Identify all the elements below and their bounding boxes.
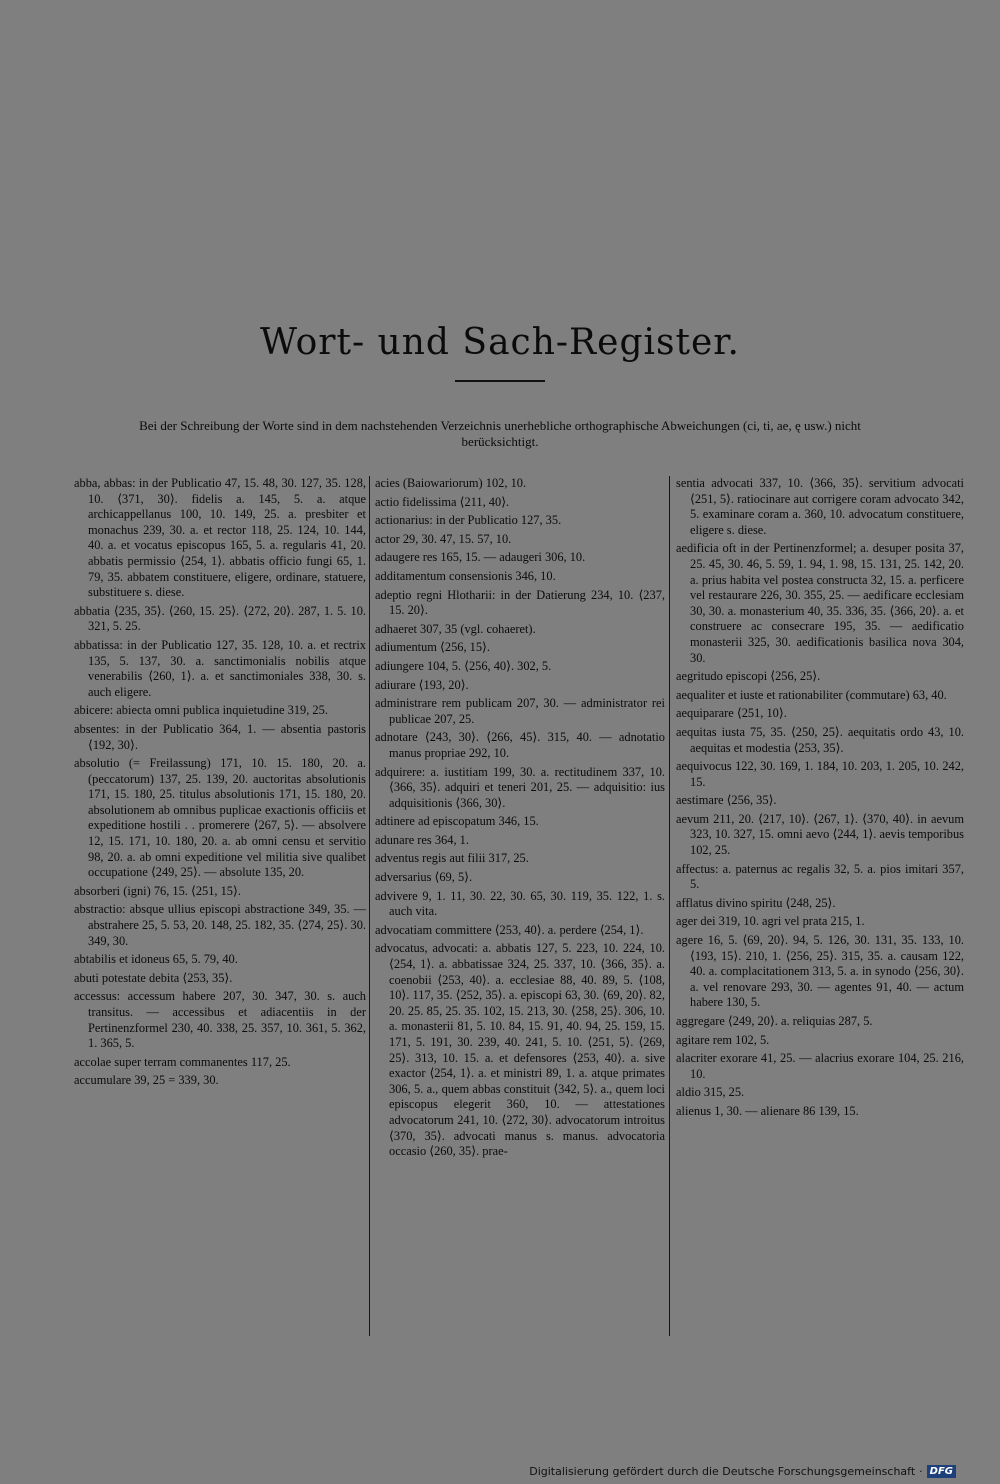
index-entry: accessus: accessum habere 207, 30. 347, 30. s. auch transitus. — accessibus et adiacentiis in der Pertinenzformel 230, 40. 338, 25. 357, 10. 361, 5. 362, 1. 365, 5. (74, 989, 366, 1051)
index-entry: adiungere 104, 5. ⟨256, 40⟩. 302, 5. (375, 658, 552, 673)
index-entry: abbatissa: in der Publicatio 127, 35. 128, 10. a. et rectrix 135, 5. 137, 30. a. sanctimonialis nobilis atque venerabilis ⟨260, 1⟩. a. et sanctimoniales 338, 30. s. auch eligere. (74, 637, 366, 699)
index-entry: adnotare ⟨243, 30⟩. ⟨266, 45⟩. 315, 40. — adnotatio manus propriae 292, 10. (375, 730, 665, 760)
index-column-3 (676, 476, 964, 1123)
editorial-note: Bei der Schreibung der Worte sind in dem nachstehenden Verzeichnis unerhebliche orthographische Abweichungen (ci, ti, ae, ę usw.) nicht berücksichtigt. (139, 418, 861, 449)
index-entry: acies (Baiowariorum) 102, 10. (375, 476, 527, 490)
dfg-logo: DFG (927, 1465, 956, 1478)
index-entry: adtinere ad episcopatum 346, 15. (375, 814, 539, 829)
index-entry: agitare rem 102, 5. (676, 1032, 770, 1047)
index-entry: adiurare ⟨193, 20⟩. (375, 677, 469, 692)
index-entry: absorberi (igni) 76, 15. ⟨251, 15⟩. (74, 883, 241, 898)
index-entry: abba, abbas: in der Publicatio 47, 15. 48, 30. 127, 35. 128, 10. ⟨371, 30⟩. fidelis a. 145, 5. a. atque archicappellanus 100, 10. 149, 25. a. presbiter et monachus 239, 30. a. et rector 118, 25. 124, 10. 144, 40. a. et vocatus episcopus 165, 5. a. regularis 41, 20. abbatis permissio ⟨254, 1⟩. abbatis officio fungi 65, 1. 79, 35. abbatem constituere, eligere, ordinare, statuere, substituere s. diese. (74, 476, 366, 600)
index-entry: actor 29, 30. 47, 15. 57, 10. (375, 531, 512, 546)
index-entry: abicere: abiecta omni publica inquietudine 319, 25. (74, 703, 328, 718)
index-entry: accolae super terram commanentes 117, 25. (74, 1054, 291, 1069)
index-entry: abstractio: absque ullius episcopi abstractione 349, 35. — abstrahere 25, 5. 53, 20. 148, 25. 182, 35. ⟨274, 25⟩. 30. 349, 30. (74, 902, 366, 948)
index-entry: advivere 9, 1. 11, 30. 22, 30. 65, 30. 119, 35. 122, 1. s. auch vita. (375, 888, 665, 919)
index-entry: aequiparare ⟨251, 10⟩. (676, 706, 787, 721)
index-entry: aestimare ⟨256, 35⟩. (676, 793, 777, 808)
index-entry: absolutio (= Freilassung) 171, 10. 15. 180, 20. a. (peccatorum) 137, 25. 139, 20. auctoritas absolutionis 171, 15. 180, 25. titulus absolutionis 171, 15. 180, 20. absolutionem ab omnibus puplicae exactionis officiis et expeditione hostili . . promerere ⟨267, 5⟩. — absolvere 12, 15. 171, 10. 180, 20. a. ab omni censu et servitio 98, 20. a. ab omni expeditione vel militia sive qualibet occupatione ⟨249, 25⟩. — absolute 135, 20. (74, 756, 366, 880)
index-entry: administrare rem publicam 207, 30. — administrator rei publicae 207, 25. (375, 696, 665, 726)
index-entry: adeptio regni Hlotharii: in der Datierung 234, 10. ⟨237, 15. 20⟩. (375, 587, 665, 618)
title-divider (455, 380, 545, 382)
index-entry: abuti potestate debita ⟨253, 35⟩. (74, 970, 233, 985)
index-entry: aevum 211, 20. ⟨217, 10⟩. ⟨267, 1⟩. ⟨370, 40⟩. in aevum 323, 10. 327, 15. omni aevo ⟨244, 1⟩. aevis temporibus 102, 25. (676, 811, 964, 858)
index-entry: actio fidelissima ⟨211, 40⟩. (375, 494, 510, 509)
index-entry: afflatus divino spiritu ⟨248, 25⟩. (676, 895, 836, 910)
footer-text: Digitalisierung gefördert durch die Deutsche Forschungsgemeinschaft (529, 1465, 916, 1478)
footer-separator: · (919, 1465, 923, 1478)
index-entry: accumulare 39, 25 = 339, 30. (74, 1073, 219, 1088)
index-column-1 (74, 476, 366, 1092)
index-entry: aequaliter et iuste et rationabiliter (commutare) 63, 40. (676, 687, 947, 702)
index-entry: additamentum consensionis 346, 10. (375, 568, 556, 583)
index-entry: adaugere res 165, 15. — adaugeri 306, 10. (375, 550, 586, 565)
index-entry: ager dei 319, 10. agri vel prata 215, 1. (676, 914, 865, 929)
funding-footer (529, 1465, 956, 1478)
index-entry: alienus 1, 30. — alienare 86 139, 15. (676, 1103, 859, 1118)
index-entry: abtabilis et idoneus 65, 5. 79, 40. (74, 952, 238, 967)
index-entry: adunare res 364, 1. (375, 832, 469, 847)
index-entry: aequivocus 122, 30. 169, 1. 184, 10. 203, 1. 205, 10. 242, 15. (676, 759, 964, 789)
index-entry: sentia advocati 337, 10. ⟨366, 35⟩. servitium advocati ⟨251, 5⟩. ratiocinare aut corrigere coram advocato 342, 5. examinare coram a. 360, 10. advocatum constituere, eligere s. diese. (676, 476, 964, 537)
index-entry: abbatia ⟨235, 35⟩. ⟨260, 15. 25⟩. ⟨272, 20⟩. 287, 1. 5. 10. 321, 5. 25. (74, 603, 366, 634)
index-entry: aegritudo episcopi ⟨256, 25⟩. (676, 669, 821, 684)
index-entry: aldio 315, 25. (676, 1085, 745, 1100)
index-entry: absentes: in der Publicatio 364, 1. — absentia pastoris ⟨192, 30⟩. (74, 721, 366, 752)
index-entry: adiumentum ⟨256, 15⟩. (375, 640, 490, 655)
index-entry: actionarius: in der Publicatio 127, 35. (375, 513, 562, 528)
index-entry: aedificia oft in der Pertinenzformel; a. desuper posita 37, 25. 45, 30. 46, 5. 59, 1. 94, 1. 98, 15. 131, 25. 142, 20. a. prius habita vel postea constructa 32, 15. a. perficere vel restaurare 226, 30. 355, 25. — aedificare ecclesiam 30, 30. a. monasterium 40, 35. 336, 35. ⟨366, 20⟩. a. et construere ac consecrare 195, 35. — aedificatio monasterii 325, 30. aedificationis basilica nova 304, 30. (676, 541, 964, 665)
index-entry: advocatus, advocati: a. abbatis 127, 5. 223, 10. 224, 10. ⟨254, 1⟩. a. abbatissae 324, 25. 337, 10. ⟨366, 35⟩. a. coenobii ⟨253, 40⟩. a. ecclesiae 88, 40. 89, 5. ⟨108, 10⟩. 117, 35. ⟨252, 35⟩. a. episcopi 63, 30. ⟨69, 20⟩. 82, 20. 25. 85, 25. 35. 102, 15. 213, 30. ⟨258, 25⟩. 306, 10. a. monasterii 81, 5. 10. 84, 15. 91, 40. 94, 25. 159, 15. 171, 5. 191, 30. 239, 40. 241, 5. 10. ⟨251, 5⟩. ⟨269, 25⟩. 313, 10. 15. a. et defensores ⟨253, 40⟩. a. sive exactor ⟨254, 1⟩. a. et ministri 89, 1. a. atque primates 306, 5. a., quem abbas constituit ⟨342, 5⟩. a., quem loci episcopus elegerit 360, 10. — attestationes advocatorum 241, 10. ⟨272, 30⟩. advocatorum introitus ⟨370, 35⟩. advocati manus s. manus. advocatoria occasio ⟨260, 35⟩. prae- (375, 941, 665, 1159)
index-entry: adversarius ⟨69, 5⟩. (375, 870, 473, 885)
column-divider (669, 476, 670, 1336)
index-entry: aequitas iusta 75, 35. ⟨250, 25⟩. aequitatis ordo 43, 10. aequitas et modestia ⟨253, 35⟩. (676, 724, 964, 755)
index-column-2 (375, 476, 665, 1163)
index-entry: adventus regis aut filii 317, 25. (375, 851, 529, 866)
index-entry: aggregare ⟨249, 20⟩. a. reliquias 287, 5. (676, 1014, 873, 1028)
index-entry: adhaeret 307, 35 (vgl. cohaeret). (375, 621, 536, 636)
index-entry: alacriter exorare 41, 25. — alacrius exorare 104, 25. 216, 10. (676, 1051, 964, 1081)
index-entry: adquirere: a. iustitiam 199, 30. a. rectitudinem 337, 10. ⟨366, 35⟩. adquiri et teneri 201, 25. — adquisitio: ius adquisitionis ⟨366, 30⟩. (375, 764, 665, 810)
index-entry: affectus: a. paternus ac regalis 32, 5. a. pios imitari 357, 5. (676, 861, 964, 892)
column-divider (369, 476, 370, 1336)
index-entry: agere 16, 5. ⟨69, 20⟩. 94, 5. 126, 30. 131, 35. 133, 10. ⟨193, 15⟩. 210, 1. ⟨256, 25⟩. 315, 35. a. causam 122, 40. a. complacitationem 313, 5. a. in synodo ⟨256, 30⟩. a. vel renovare 293, 30. — agentes 91, 40. — actum habere 130, 5. (676, 933, 964, 1010)
index-entry: advocatiam committere ⟨253, 40⟩. a. perdere ⟨254, 1⟩. (375, 922, 644, 937)
page-title: Wort- und Sach-Register. (260, 322, 740, 363)
